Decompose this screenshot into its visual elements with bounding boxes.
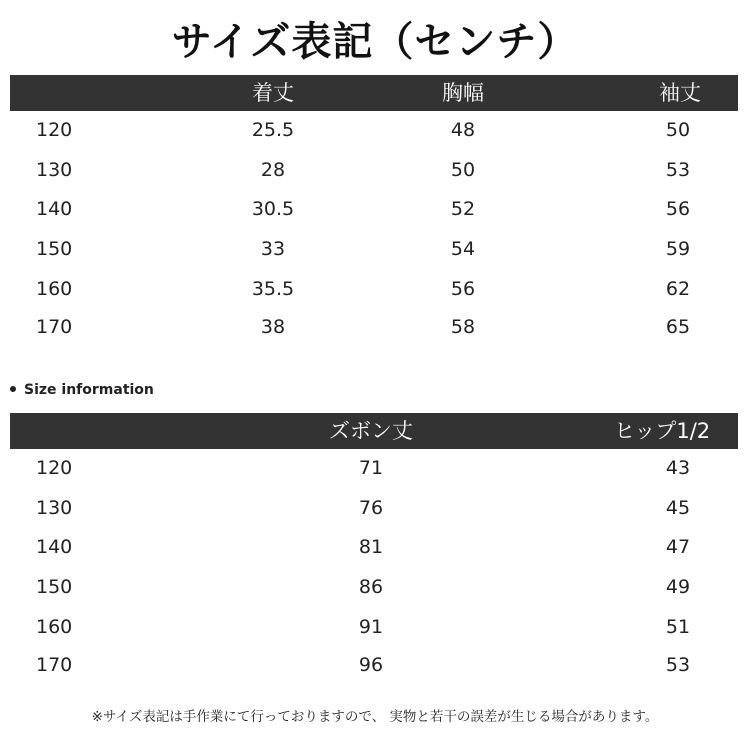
value-cell: 43 — [665, 457, 691, 479]
size-cell: 150 — [36, 238, 73, 260]
header-length: 着丈 — [252, 81, 294, 105]
size-cell: 160 — [36, 278, 73, 300]
size-cell: 150 — [36, 576, 73, 598]
header-hip-half: ヒップ1/2 — [614, 419, 711, 443]
table-row — [10, 489, 738, 527]
size-cell: 170 — [36, 316, 73, 338]
value-cell: 53 — [665, 159, 691, 181]
size-cell: 120 — [36, 457, 73, 479]
value-cell: 45 — [665, 497, 691, 519]
value-cell: 96 — [358, 654, 384, 676]
header-sleeve-length: 袖丈 — [659, 81, 701, 105]
section-label-text: Size information — [24, 382, 154, 398]
table-row — [10, 230, 738, 268]
size-cell: 160 — [36, 616, 73, 638]
page-title: サイズ表記（センチ） — [171, 19, 579, 65]
size-cell: 120 — [36, 119, 73, 141]
table1-header — [10, 75, 738, 111]
value-cell: 25.5 — [251, 119, 295, 141]
value-cell: 54 — [450, 238, 476, 260]
header-chest-width: 胸幅 — [442, 81, 484, 105]
table-row — [10, 449, 738, 487]
value-cell: 91 — [358, 616, 384, 638]
table-row — [10, 308, 738, 346]
size-cell: 140 — [36, 536, 73, 558]
table-row — [10, 270, 738, 308]
table2-header — [10, 413, 738, 449]
value-cell: 71 — [358, 457, 384, 479]
value-cell: 52 — [450, 198, 476, 220]
table-row — [10, 151, 738, 189]
value-cell: 51 — [665, 616, 691, 638]
table-row — [10, 528, 738, 566]
value-cell: 81 — [358, 536, 384, 558]
value-cell: 49 — [665, 576, 691, 598]
size-cell: 140 — [36, 198, 73, 220]
value-cell: 86 — [358, 576, 384, 598]
value-cell: 30.5 — [251, 198, 295, 220]
value-cell: 33 — [260, 238, 286, 260]
table-row — [10, 190, 738, 228]
table-row — [10, 568, 738, 606]
value-cell: 56 — [665, 198, 691, 220]
disclaimer-note: ※サイズ表記は手作業にて行っておりますので、 実物と若干の誤差が生じる場合があります。 — [91, 709, 659, 725]
table-row — [10, 111, 738, 149]
value-cell: 48 — [450, 119, 476, 141]
value-cell: 53 — [665, 654, 691, 676]
value-cell: 65 — [665, 316, 691, 338]
value-cell: 38 — [260, 316, 286, 338]
value-cell: 58 — [450, 316, 476, 338]
value-cell: 56 — [450, 278, 476, 300]
size-cell: 130 — [36, 497, 73, 519]
value-cell: 47 — [665, 536, 691, 558]
value-cell: 50 — [665, 119, 691, 141]
section-label — [10, 378, 154, 402]
value-cell: 28 — [260, 159, 286, 181]
size-cell: 170 — [36, 654, 73, 676]
table-row — [10, 646, 738, 684]
value-cell: 62 — [665, 278, 691, 300]
header-pants-length: ズボン丈 — [329, 419, 413, 443]
value-cell: 50 — [450, 159, 476, 181]
bullet-icon — [10, 386, 16, 392]
value-cell: 35.5 — [251, 278, 295, 300]
value-cell: 59 — [665, 238, 691, 260]
value-cell: 76 — [358, 497, 384, 519]
table-row — [10, 608, 738, 646]
size-cell: 130 — [36, 159, 73, 181]
